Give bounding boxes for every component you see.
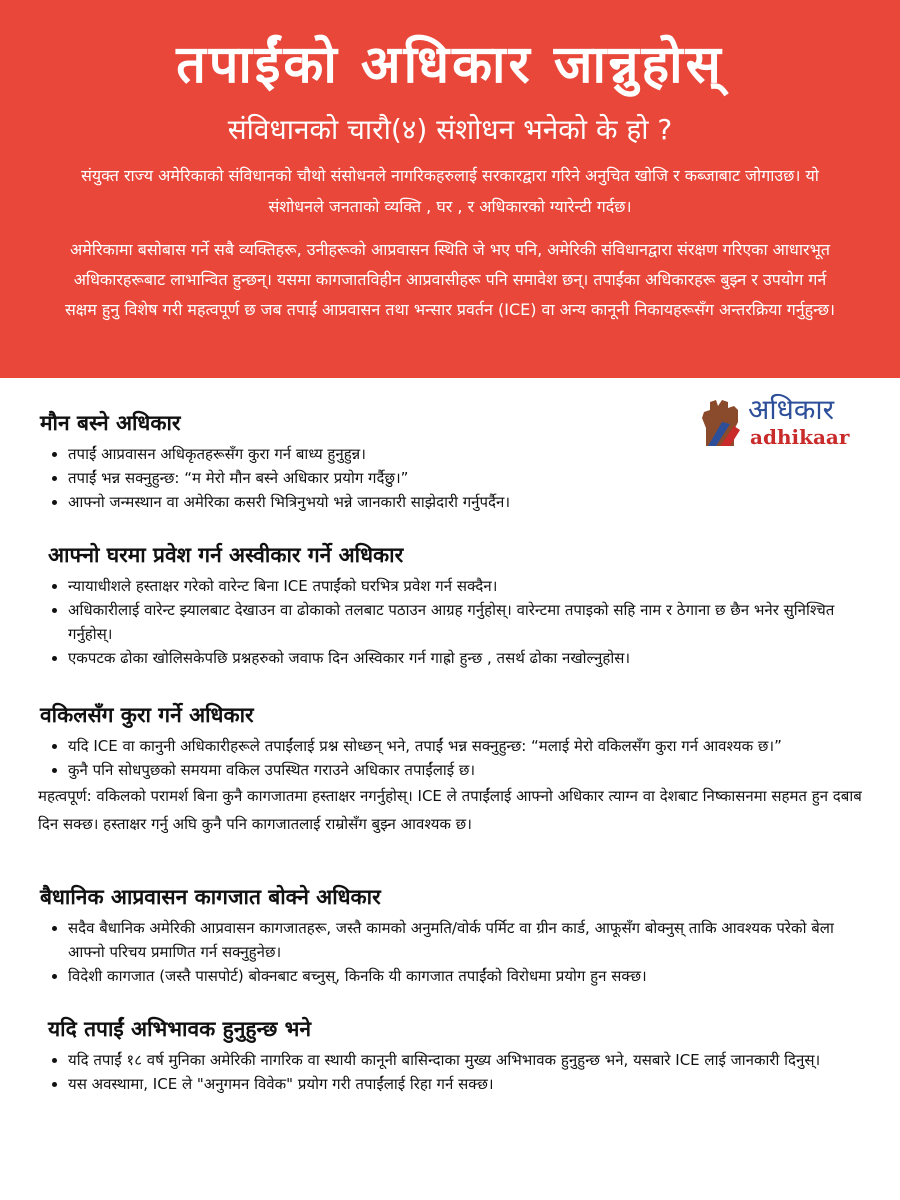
bullet-list (0, 734, 900, 782)
bullet-list (0, 442, 900, 514)
section-right-to-carry-documents (0, 882, 900, 988)
bullet-list (0, 1048, 900, 1096)
section-right-to-remain-silent (0, 408, 900, 514)
list-item: • विदेशी कागजात (जस्तै पासपोर्ट) बोक्नबाट बच्नुस्, किनकि यी कागजात तपाईंको विरोधमा प्रयोग हुन सक्छ। (68, 964, 900, 988)
section-heading: मौन बस्ने अधिकार (40, 411, 181, 435)
list-item: • आफ्नो जन्मस्थान वा अमेरिका कसरी भित्रिनुभयो भन्ने जानकारी साझेदारी गर्नुपर्दैन। (68, 490, 900, 514)
important-note: महत्वपूर्ण: वकिलको परामर्श बिना कुनै कागजातमा हस्ताक्षर नगर्नुहोस्। ICE ले तपाईंलाई आफ्नो अधिकार त्याग्न वा देशबाट निष्कासनमा सहमत हुन दबाब दिन सक्छ। हस्ताक्षर गर्नु अघि कुनै पनि कागजातलाई राम्रोसँग बुझ्न आवश्यक छ। (38, 787, 862, 833)
section-heading: यदि तपाईं अभिभावक हुनुहुन्छ भने (48, 1017, 312, 1041)
section-right-to-refuse-entry (0, 540, 900, 670)
header-banner (0, 0, 900, 378)
section-right-to-lawyer (0, 700, 900, 838)
list-item: • तपाईं आप्रवासन अधिकृतहरूसँग कुरा गर्न बाध्य हुनुहुन्न। (68, 442, 900, 466)
section-heading: वकिलसँग कुरा गर्ने अधिकार (40, 703, 254, 727)
logo-text-devanagari: अधिकार (748, 393, 835, 426)
logo-text-latin: adhikaar (750, 425, 850, 449)
list-item: • तपाईं भन्न सक्नुहुन्छ: “म मेरो मौन बस्ने अधिकार प्रयोग गर्दैछु।” (68, 466, 900, 490)
intro-paragraph-2: अमेरिकामा बसोबास गर्ने सबै व्यक्तिहरू, उनीहरूको आप्रवासन स्थिति जे भए पनि, अमेरिकी संविधानद्वारा संरक्षण गरिएका आधारभूत अधिकारहरूबाट लाभान्वित हुन्छन्। यसमा कागजातविहीन आप्रवासीहरू पनि समावेश छन्। तपाईंका अधिकारहरू बुझ्न र उपयोग गर्न सक्षम हुनु विशेष गरी महत्वपूर्ण छ जब तपाईं आप्रवासन तथा भन्सार प्रवर्तन (ICE) वा अन्य कानूनी निकायहरूसँग अन्तरक्रिया गर्नुहुन्छ। (64, 240, 835, 319)
list-item: • सदैव बैधानिक अमेरिकी आप्रवासन कागजातहरू, जस्तै कामको अनुमति/वोर्क पर्मिट वा ग्रीन कार्ड, आफूसँग बोक्नुस् ताकि आवश्यक परेको बेला आफ्नो परिचय प्रमाणित गर्न सक्नुहुनेछ। (68, 916, 900, 964)
page-subtitle: संविधानको चारौ(४) संशोधन भनेको के हो ? (227, 113, 673, 146)
bullet-list (0, 916, 900, 988)
intro-paragraph-1: संयुक्त राज्य अमेरिकाको संविधानको चौथो संसोधनले नागरिकहरुलाई सरकारद्वारा गरिने अनुचित खोजि र कब्जाबाट जोगाउछ। यो संशोधनले जनताको व्यक्ति , घर , र अधिकारको ग्यारेन्टी गर्दछ। (81, 166, 819, 216)
list-item: • कुनै पनि सोधपुछको समयमा वकिल उपस्थित गराउने अधिकार तपाईंलाई छ। (68, 758, 900, 782)
list-item: • यदि ICE वा कानुनी अधिकारीहरूले तपाईंलाई प्रश्न सोध्छन् भने, तपाईं भन्न सक्नुहुन्छ: “मलाई मेरो वकिलसँग कुरा गर्न आवश्यक छ।” (68, 734, 900, 758)
list-item: • एकपटक ढोका खोलिसकेपछि प्रश्नहरुको जवाफ दिन अस्विकार गर्न गाह्रो हुन्छ , तसर्थ ढोका नखोल्नुहोस। (68, 646, 900, 670)
list-item: • न्यायाधीशले हस्ताक्षर गरेको वारेन्ट बिना ICE तपाईंको घरभित्र प्रवेश गर्न सक्दैन। (68, 574, 900, 598)
section-heading: बैधानिक आप्रवासन कागजात बोक्ने अधिकार (40, 885, 381, 909)
list-item: • यस अवस्थामा, ICE ले "अनुगमन विवेक" प्रयोग गरी तपाईंलाई रिहा गर्न सक्छ। (68, 1072, 900, 1096)
list-item: • यदि तपाईं १८ वर्ष मुनिका अमेरिकी नागरिक वा स्थायी कानूनी बासिन्दाका मुख्य अभिभावक हुनुहुन्छ भने, यसबारे ICE लाई जानकारी दिनुस्। (68, 1048, 900, 1072)
list-item: • अधिकारीलाई वारेन्ट झ्यालबाट देखाउन वा ढोकाको तलबाट पठाउन आग्रह गर्नुहोस्। वारेन्टमा तपाइको सहि नाम र ठेगाना छ छैन भनेर सुनिश्चित गर्नुहोस्। (68, 598, 900, 646)
bullet-list (0, 574, 900, 670)
section-if-you-are-parent (0, 1014, 900, 1096)
page-title: तपाईंको अधिकार जान्नुहोस् (176, 35, 724, 95)
section-heading: आफ्नो घरमा प्रवेश गर्न अस्वीकार गर्ने अधिकार (48, 543, 404, 567)
